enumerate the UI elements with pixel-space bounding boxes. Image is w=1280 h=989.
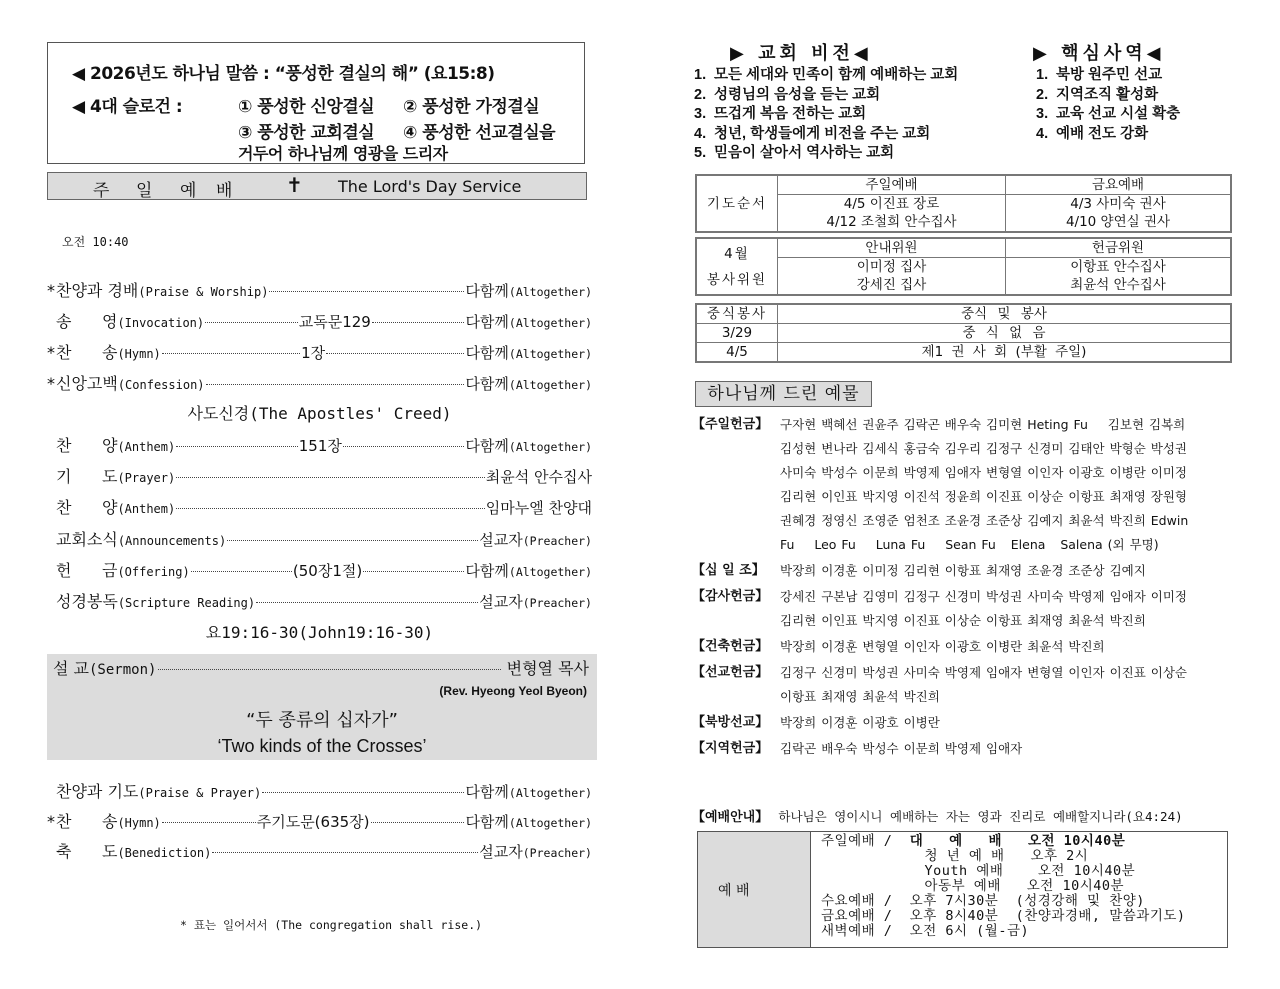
item-detail: 주기도문(635장): [256, 813, 370, 831]
meal-value: 제1 권 사 회 (부활 주일): [778, 343, 1232, 363]
item-leader: 다함께(Altogether): [465, 344, 593, 362]
leader-dots: [176, 477, 485, 478]
donor-names: [780, 737, 1230, 761]
sermon-pastor-english: (Rev. Hyeong Yeol Byeon): [439, 684, 587, 698]
meal-value: 중 식 없 음: [778, 324, 1232, 343]
leader-dots: [176, 446, 298, 447]
motto-box: [47, 42, 585, 164]
sermon-label: 설 교: [53, 659, 89, 678]
year-motto: ◀ 2026년도 하나님 말씀 : “풍성한 결실의 해” (요15:8): [72, 64, 495, 84]
leader-dots: [205, 322, 298, 323]
leader-dots: [162, 353, 300, 354]
item-leader: 임마누엘 찬양대: [485, 499, 592, 517]
worship-label-cell: [698, 832, 811, 947]
leader-dots: [262, 792, 464, 793]
offering-category: 【건축헌금】: [692, 639, 769, 654]
item-title: 찬 양: [56, 498, 118, 517]
item-leader: 다함께(Altogether): [465, 783, 592, 801]
core-item: 1. 북방 원주민 선교: [1036, 67, 1163, 83]
slogan-3: ③ 풍성한 교회결실: [238, 123, 375, 143]
donor-line: Fu Leo Fu Luna Fu Sean Fu Elena Salena (외 무명): [780, 537, 1159, 552]
worship-guide-header: [692, 806, 1183, 825]
col-head: 헌금위원: [1006, 238, 1232, 258]
item-english: (Confession): [117, 378, 205, 392]
worship-time-line: 새벽예배 / 오전 6시 (월-금): [821, 923, 1030, 939]
item-title: 교회소식: [56, 530, 118, 549]
offering-category: 【선교헌금】: [692, 665, 769, 680]
worship-time-line: Youth 예배 오전 10시40분: [821, 863, 1136, 879]
leader-dots: [162, 822, 256, 823]
leader-dots: [326, 353, 464, 354]
item-prefix: *: [47, 281, 55, 300]
donor-line: 박장희 이경훈 이미정 김리현 이항표 최재영 조윤경 조준상 김예지: [780, 563, 1146, 578]
leader-dots: [227, 540, 478, 541]
item-leader: 최윤석 안수집사: [485, 468, 592, 486]
leader-dots: [158, 669, 500, 670]
item-title: 찬 송: [56, 343, 118, 362]
donor-line: 이항표 최재영 최윤석 박진희: [780, 689, 940, 704]
offerings-title: 하나님께 드린 예물: [695, 381, 872, 407]
offering-keepers: 이항표 안수집사 최윤석 안수집사: [1006, 258, 1232, 296]
header-char: 주: [93, 181, 110, 201]
item-leader: 다함께(Altogether): [465, 437, 592, 455]
header-english: The Lord's Day Service: [338, 177, 522, 196]
slogan-1: ① 풍성한 신앙결실: [238, 97, 375, 117]
item-title: 헌 금: [56, 561, 118, 580]
offering-category: 【북방선교】: [692, 715, 769, 730]
worship-times: [821, 834, 1186, 939]
sermon-box: [47, 654, 597, 760]
sermon-pastor: 변형열 목사: [506, 659, 589, 678]
donor-names: [780, 559, 1230, 583]
item-prefix: *: [47, 374, 55, 393]
guide-verse: 하나님은 영이시니 예배하는 자는 영과 진리로 예배할지니라(요4:24): [778, 809, 1183, 824]
scripture-line: 요19:16-30(John19:16-30): [205, 623, 434, 642]
meal-label: 중식봉사: [696, 304, 778, 324]
worship-time-line: 아동부 예배 오전 10시40분: [821, 878, 1125, 894]
item-prefix: *: [47, 343, 55, 362]
volunteer-label: 4월 봉사위원: [696, 238, 778, 295]
item-title: 찬양과 경배: [56, 281, 139, 300]
meal-service-table: [695, 303, 1232, 363]
leader-dots: [206, 384, 465, 385]
item-english: (Prayer): [117, 471, 176, 485]
item-title: 찬 양: [56, 436, 118, 455]
item-english: (Praise & Prayer): [138, 786, 262, 800]
worship-times-table: [697, 831, 1228, 948]
core-heading: ▶ 핵심사역◀: [1033, 43, 1165, 64]
leader-dots: [256, 602, 478, 603]
slogan-label: ◀ 4대 슬로건 :: [72, 97, 183, 117]
footnote: * 표는 일어서서 (The congregation shall rise.): [180, 918, 483, 932]
worship-label: 예 배: [718, 883, 750, 899]
item-prefix: *: [47, 812, 55, 831]
donor-names: [780, 661, 1230, 709]
guide-label: 【예배안내】: [692, 810, 769, 825]
slogan-4: ④ 풍성한 선교결실을: [403, 123, 556, 143]
item-english: (Hymn): [117, 347, 161, 361]
donor-line: 김락곤 배우숙 박성수 이문희 박영제 임애자: [780, 741, 1023, 756]
core-item: 4. 예배 전도 강화: [1036, 125, 1149, 142]
leader-dots: [363, 571, 464, 572]
order-item: [47, 589, 592, 613]
item-title: 찬양과 기도: [56, 782, 139, 801]
col-head: 안내위원: [778, 238, 1006, 258]
core-list: [1036, 66, 1180, 144]
order-item: [47, 340, 592, 364]
item-title: 송 영: [56, 312, 118, 331]
donor-line: 박장희 이경훈 이광호 이병란: [780, 715, 940, 730]
worship-time-line: 청 년 예 배 오후 2시: [821, 848, 1089, 864]
donor-line: 김리현 이인표 박지영 이진석 정윤희 이진표 이상순 이항표 최재영 장원형: [780, 489, 1188, 504]
meal-date: 3/29: [696, 324, 778, 343]
leader-dots: [176, 508, 485, 509]
item-leader: 다함께(Altogether): [465, 313, 593, 331]
leader-dots: [371, 822, 465, 823]
item-title: 찬 송: [56, 812, 118, 831]
item-english: (Anthem): [117, 502, 176, 516]
item-english: (Announcements): [117, 534, 227, 548]
item-english: (Anthem): [117, 440, 176, 454]
worship-time-line: 주일예배 / 대 예 배 오전 10시40분: [821, 833, 1126, 849]
donor-line: 구자현 백혜선 권윤주 김락곤 배우숙 김미현 Heting Fu 김보현 김복희: [780, 417, 1186, 432]
vision-list: [694, 66, 958, 164]
meal-date: 4/5: [696, 343, 778, 363]
item-leader: 설교자(Preacher): [479, 531, 592, 549]
worship-time-line: 금요예배 / 오후 8시40분 (찬양과경배, 말씀과기도): [821, 908, 1186, 924]
item-english: (Scripture Reading): [117, 596, 256, 610]
offering-category: 【주일헌금】: [692, 417, 769, 432]
vision-item: 5. 믿음이 살아서 역사하는 교회: [694, 145, 895, 161]
item-detail: (50장1절): [292, 562, 363, 580]
slogan-closing: 거두어 하나님께 영광을 드리자: [238, 144, 448, 163]
vision-item: 3. 뜨겁게 복음 전하는 교회: [694, 106, 867, 122]
worship-time-line: 수요예배 / 오후 7시30분 (성경강해 및 찬양): [821, 893, 1145, 909]
donor-line: 권혜경 정영신 조영준 엄천조 조윤경 조준상 김예지 최윤석 박진희 Edwin: [780, 513, 1189, 528]
donor-line: 김정구 신경미 박성권 사미숙 박영제 임애자 변형열 이인자 이진표 이상순: [780, 665, 1188, 680]
item-leader: 다함께(Altogether): [465, 282, 592, 300]
core-item: 2. 지역조직 활성화: [1036, 86, 1159, 103]
item-english: (Offering): [117, 565, 190, 579]
donor-line: 김리현 이인표 박지영 이진표 이상순 이항표 최재영 최윤석 박진희: [780, 613, 1146, 628]
order-item: [47, 809, 592, 833]
order-item: [47, 779, 592, 803]
donor-line: 강세진 구본남 김영미 김정구 신경미 박성권 사미숙 박영제 임애자 이미정: [780, 589, 1188, 604]
vision-item: 2. 성령님의 음성을 듣는 교회: [694, 86, 881, 103]
col-head: 금요예배: [1006, 175, 1232, 195]
offering-category: 【십 일 조】: [692, 563, 765, 578]
cross-icon: ✝: [286, 173, 303, 197]
service-time: 오전 10:40: [62, 235, 129, 249]
vision-heading: ▶ 교회 비전◀: [730, 43, 872, 64]
sermon-title-korean: “두 종류의 십자가”: [246, 710, 398, 731]
col-head: 주일예배: [778, 175, 1006, 195]
donor-line: 사미숙 박성수 이문희 박영제 임애자 변형열 이인자 이광호 이병란 이미정: [780, 465, 1188, 480]
leader-dots: [372, 322, 465, 323]
item-leader: 다함께(Altogether): [465, 562, 592, 580]
item-title: 신앙고백: [56, 374, 118, 393]
leader-dots: [212, 852, 478, 853]
prayer-label: 기도순서: [696, 175, 778, 232]
meal-value: 중식 및 봉사: [778, 304, 1232, 324]
item-english: (Benediction): [117, 846, 212, 860]
item-title: 기 도: [56, 467, 118, 486]
vision-item: 4. 청년, 학생들에게 비전을 주는 교회: [694, 125, 931, 142]
order-item: [47, 495, 592, 519]
order-item: [47, 558, 592, 582]
header-char: 배: [216, 181, 233, 201]
donor-names: [780, 711, 1230, 735]
header-char: 예: [180, 181, 197, 201]
leader-dots: [343, 446, 465, 447]
sermon-eng: (Sermon): [89, 662, 157, 678]
donor-line: 김성현 변나라 김세식 홍금숙 김우리 김정구 신경미 김태안 박형순 박성권: [780, 441, 1188, 456]
order-item: [47, 527, 592, 551]
leader-dots: [191, 571, 292, 572]
core-item: 3. 교육 선교 시설 확충: [1036, 106, 1181, 122]
item-english: (Praise & Worship): [138, 285, 269, 299]
item-leader: 다함께(Altogether): [465, 375, 592, 393]
volunteer-table: [695, 237, 1232, 296]
leader-dots: [269, 291, 464, 292]
item-detail: 교독문129: [298, 313, 371, 331]
item-detail: 151장: [298, 437, 342, 455]
order-item: [47, 839, 592, 863]
vision-item: 1. 모든 세대와 민족이 함께 예배하는 교회: [694, 67, 959, 83]
offering-category: 【지역헌금】: [692, 741, 769, 756]
creed-line: 사도신경(The Apostles' Creed): [187, 404, 452, 423]
donor-names: [780, 413, 1230, 557]
item-detail: 1장: [301, 344, 326, 362]
order-item: [47, 464, 592, 488]
slogan-2: ② 풍성한 가정결실: [403, 97, 540, 117]
offering-category: 【감사헌금】: [692, 589, 769, 604]
item-title: 축 도: [56, 842, 118, 861]
service-header: [47, 172, 587, 200]
prayer-sunday: 4/5 이진표 장로 4/12 조철희 안수집사: [778, 195, 1006, 233]
item-leader: 설교자(Preacher): [479, 593, 592, 611]
donor-line: 박장희 이경훈 변형열 이인자 이광호 이병란 최윤석 박진희: [780, 639, 1105, 654]
prayer-friday: 4/3 사미숙 권사 4/10 양연실 권사: [1006, 195, 1232, 233]
item-title: 성경봉독: [56, 592, 118, 611]
donor-names: [780, 585, 1230, 633]
order-item: [47, 278, 592, 302]
donor-names: [780, 635, 1230, 659]
sermon-title-english: ‘Two kinds of the Crosses’: [217, 736, 427, 756]
item-english: (Hymn): [117, 816, 161, 830]
item-english: (Invocation): [117, 316, 205, 330]
order-item: [47, 309, 592, 333]
header-char: 일: [136, 181, 153, 201]
item-leader: 다함께(Altogether): [465, 813, 593, 831]
prayer-schedule-table: [695, 174, 1232, 233]
order-item: [47, 371, 592, 395]
item-leader: 설교자(Preacher): [479, 843, 592, 861]
order-item: [47, 433, 592, 457]
ushers: 이미정 집사 강세진 집사: [778, 258, 1006, 296]
